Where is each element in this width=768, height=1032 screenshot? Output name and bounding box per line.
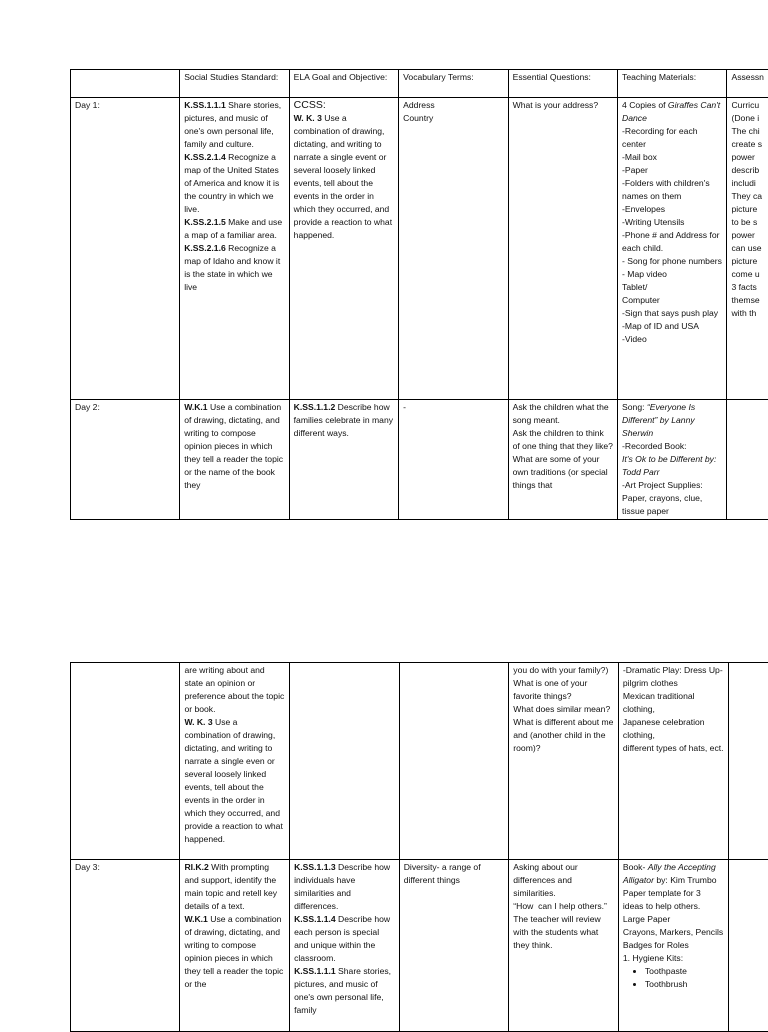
day-label: Day 1:: [71, 98, 180, 400]
day2-essential-questions: [508, 400, 617, 520]
material-item: -Phone # and Address for each child.: [622, 229, 722, 255]
lesson-plan-table-page-2: [70, 662, 768, 1032]
header-social-studies: Social Studies Standard:: [180, 70, 289, 98]
material-item: Paper template for 3 ideas to help others.: [623, 887, 724, 913]
day1-vocabulary: [399, 98, 508, 400]
standard-item: K.SS.2.1.5 Make and use a map of a familiar area.: [184, 217, 282, 240]
standard-item: K.SS.2.1.4 Recognize a map of the United States of America and know it is the country in which we live.: [184, 152, 279, 214]
material-item: different types of hats, ect.: [623, 742, 724, 755]
table-row-day-1: [71, 98, 768, 400]
material-item: -Video: [622, 333, 722, 346]
day1-essential-question: What is your address?: [508, 98, 617, 400]
book-title: Giraffes Can't Dance: [622, 100, 720, 123]
header-vocabulary: Vocabulary Terms:: [399, 70, 508, 98]
day-label: Day 2:: [71, 400, 180, 520]
day2-teaching-materials: Song: “Everyone Is Different” by Lanny Sherwin -Recorded Book: It's Ok to be Different by: Todd Parr -Art Project Supplies: Paper, crayons, clue, tissue paper: [618, 400, 727, 520]
day-label-empty: [71, 663, 180, 860]
book-title: It's Ok to be Different by: Todd Parr: [622, 454, 716, 477]
material-item: Large Paper: [623, 913, 724, 926]
day2-materials-continued: [618, 663, 728, 860]
day2-assessment: [727, 400, 768, 520]
day2-ela-continued: [290, 663, 400, 860]
day2-ela-goal: K.SS.1.1.2 Describe how families celebrate in many different ways.: [289, 400, 398, 520]
material-item: - Map video: [622, 268, 722, 281]
ela-code: W. K. 3: [294, 113, 322, 123]
day3-essential-questions: [509, 860, 619, 1032]
material-item: Badges for Roles: [623, 939, 724, 952]
header-teaching-materials: Teaching Materials:: [618, 70, 727, 98]
table-row-day-2: [71, 400, 768, 520]
question-item: “How can I help others.” The teacher will review with the students what they think.: [513, 900, 614, 952]
header-day-cell: [71, 70, 180, 98]
day2-social-standards-continued: are writing about and state an opinion or preference about the topic or book. W. K. 3 Use a combination of drawing, dictating, and writing to narrate a single even or several loosely linked events, tell about the events in the order in which they occurred, and provide a reaction to what happened.: [180, 663, 290, 860]
list-item: • Toothpaste: [645, 965, 724, 978]
song-title: “Everyone Is Different” by Lanny Sherwin: [622, 402, 695, 438]
day2-essential-continued: [509, 663, 619, 860]
material-item: Crayons, Markers, Pencils: [623, 926, 724, 939]
question-item: What is one of your favorite things?: [513, 677, 614, 703]
material-item: Mexican traditional clothing,: [623, 690, 724, 716]
material-item: -Mail box: [622, 151, 722, 164]
day1-social-standards: [180, 98, 289, 400]
day2-assessment-continued: [728, 663, 768, 860]
material-item: Computer: [622, 294, 722, 307]
header-ela-goal: ELA Goal and Objective:: [289, 70, 398, 98]
ela-text: Use a combination of drawing, dictating, and writing to narrate a single event or several loosely linked events, tell about the events in the order in which they occurred, and provide a reaction to what happened.: [294, 113, 392, 240]
material-item: -Paper: [622, 164, 722, 177]
material-item: - Song for phone numbers: [622, 255, 722, 268]
day1-assessment: Curricu (Done i The chi create s power describ includi They ca picture to be s power can use picture come u 3 facts themse with th: [727, 98, 768, 400]
material-item: 1. Hygiene Kits:: [623, 952, 724, 965]
material-item: -Recording for each center: [622, 125, 722, 151]
standard-item: K.SS.2.1.6 Recognize a map of Idaho and know it is the state in which we live: [184, 243, 280, 292]
material-item: Japanese celebration clothing,: [623, 716, 724, 742]
question-item: What does similar mean?: [513, 703, 614, 716]
material-item: Tablet/: [622, 281, 722, 294]
book-title: Ally the Accepting Alligator: [623, 862, 716, 885]
header-row: [71, 70, 768, 98]
day3-vocabulary: Diversity- a range of different things: [399, 860, 509, 1032]
header-assessment: Assessn: [727, 70, 768, 98]
question-item: What are some of your own traditions (or special things that: [513, 453, 613, 492]
table-row-day-3: [71, 860, 768, 1032]
day2-vocabulary: -: [399, 400, 508, 520]
question-item: Ask the children what the song meant.: [513, 401, 613, 427]
day2-vocab-continued: [399, 663, 509, 860]
question-item: Ask the children to think of one thing that they like?: [513, 427, 613, 453]
header-essential-questions: Essential Questions:: [508, 70, 617, 98]
table-row-day-2-continued: [71, 663, 768, 860]
day3-social-standards: RI.K.2 With prompting and support, identify the main topic and retell key details of a text. W.K.1 Use a combination of drawing, dictating, and writing to compose opinion pieces in which they tell a reader the topic or the: [180, 860, 290, 1032]
question-item: Asking about our differences and similarities.: [513, 861, 614, 900]
question-item: What is different about me and (another child in the room)?: [513, 716, 614, 755]
lesson-plan-table-page-1: [70, 69, 768, 520]
vocab-term: Address: [403, 100, 435, 110]
material-item: -Sign that says push play: [622, 307, 722, 320]
day2-social-standards: W.K.1 Use a combination of drawing, dictating, and writing to compose opinion pieces in which they tell a reader the topic or the name of the book they: [180, 400, 289, 520]
day3-assessment: [728, 860, 768, 1032]
material-item: -Map of ID and USA: [622, 320, 722, 333]
day-label: Day 3:: [71, 860, 180, 1032]
material-item: -Folders with children's names on them: [622, 177, 722, 203]
day1-teaching-materials: 4 Copies of Giraffes Can't Dance -Recording for each center -Mail box -Paper -Folders with children's names on them -Envelopes -Writing Utensils -Phone # and Address for each child. - Song for phone numbers - Map video Tablet/ Computer -Sign that says push play -Map of ID and USA -Video: [618, 98, 727, 400]
material-item: -Writing Utensils: [622, 216, 722, 229]
vocab-term: Country: [403, 113, 433, 123]
material-item: -Envelopes: [622, 203, 722, 216]
day3-teaching-materials: Book- Ally the Accepting Alligator by: Kim Trumbo Paper template for 3 ideas to help others. Large Paper Crayons, Markers, Pencils Badges for Roles 1. Hygiene Kits: • Toothpaste • Toothbrush: [618, 860, 728, 1032]
standard-item: K.SS.1.1.1 Share stories, pictures, and music of one's own personal life, family and culture.: [184, 100, 281, 149]
day3-ela-goal: K.SS.1.1.3 Describe how individuals have similarities and differences. K.SS.1.1.4 Describe how each person is special and unique within the classroom. K.SS.1.1.1 Share stories, pictures, and music of one's own personal life, family: [290, 860, 400, 1032]
material-item: -Dramatic Play: Dress Up- pilgrim clothes: [623, 664, 724, 690]
question-item: you do with your family?): [513, 664, 614, 677]
day1-ela-goal: [289, 98, 398, 400]
hygiene-kit-list: [623, 965, 724, 991]
list-item: • Toothbrush: [645, 978, 724, 991]
ccss-label: CCSS:: [294, 99, 326, 111]
